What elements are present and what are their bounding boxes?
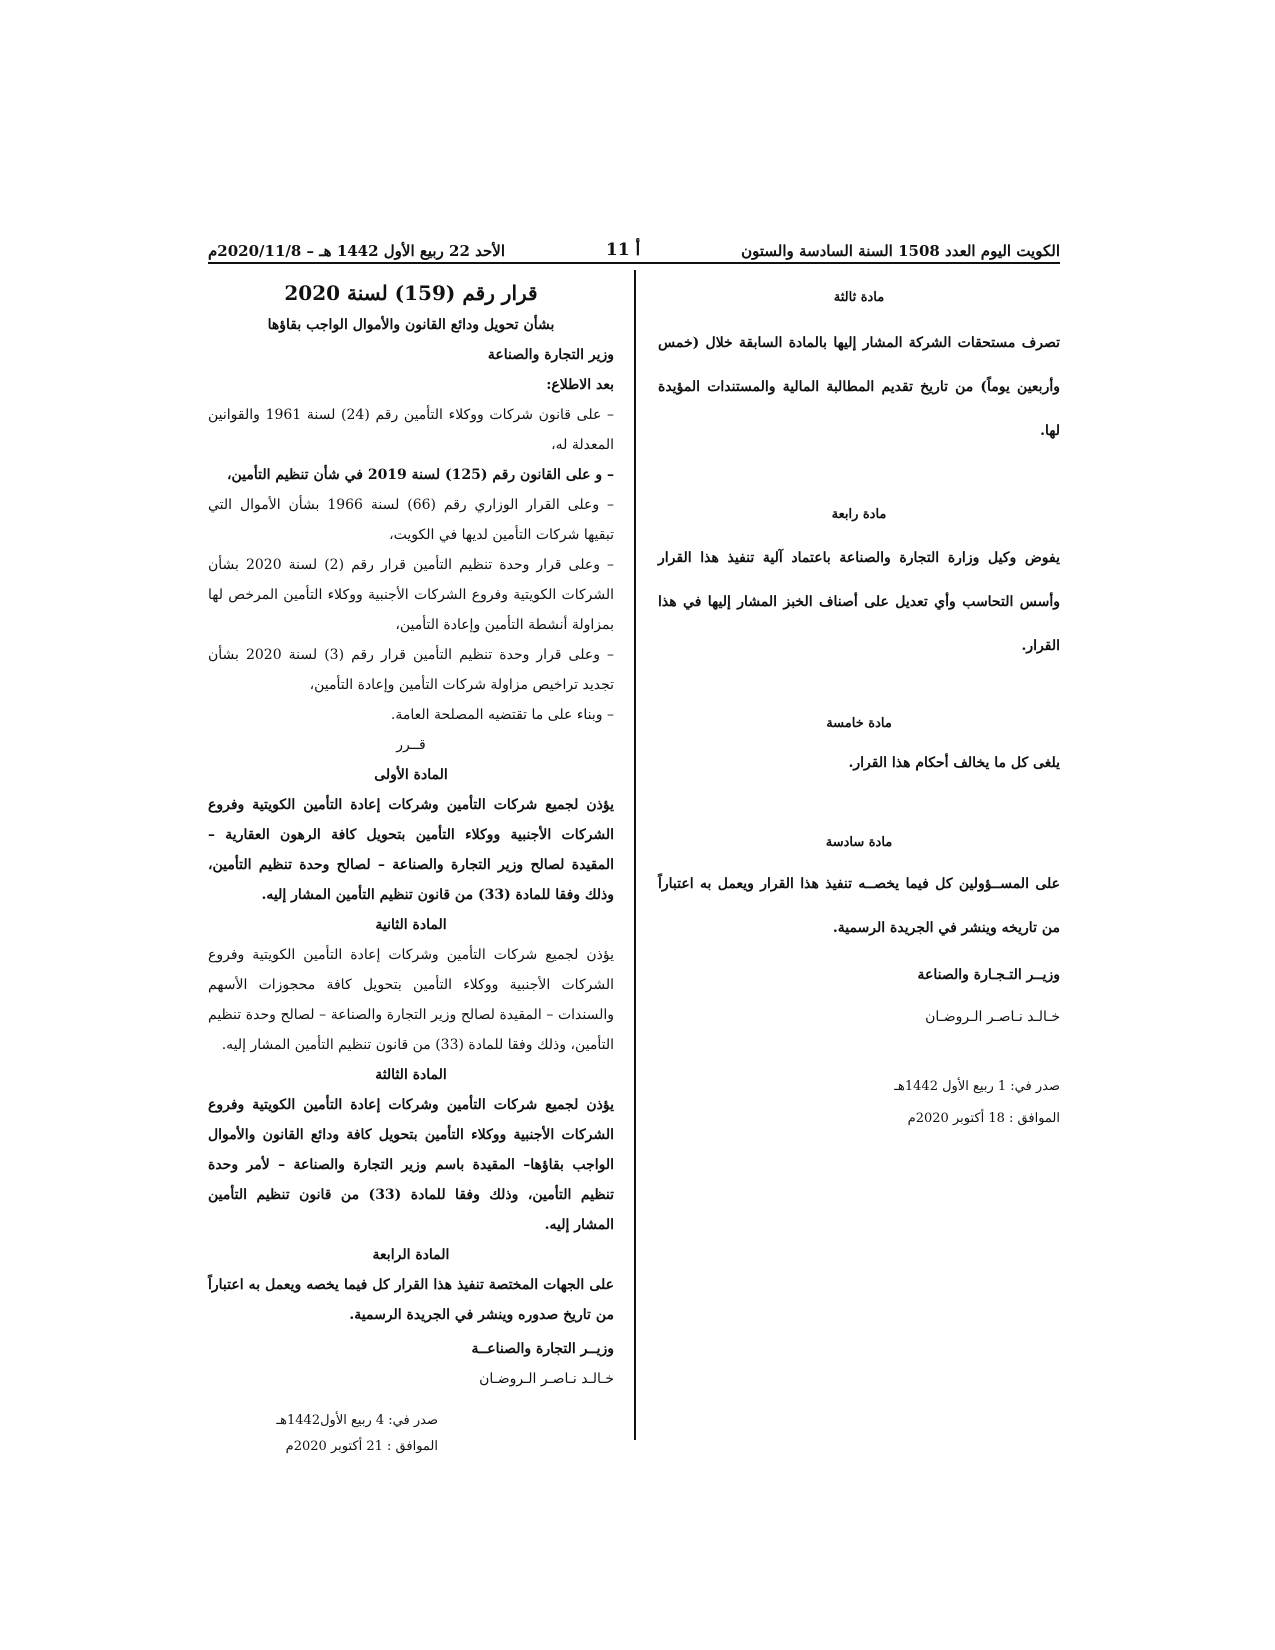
preamble-item: – على قانون شركات ووكلاء التأمين رقم (24) لسنة 1961 والقوانين المعدلة له، xyxy=(208,407,614,453)
article-text: يؤذن لجميع شركات التأمين وشركات إعادة التأمين الكويتية وفروع الشركات الأجنبية ووكلاء التأمين بتحويل كافة الرهون العقارية – المقيدة لصالح وزير التجارة والصناعة – لصالح وحدة تنظيم التأمين، وذلك وفقا للمادة (33) من قانون تنظيم التأمين المشار إليه. xyxy=(208,797,614,903)
header-page-number: أ 11 xyxy=(605,240,641,260)
article-text: يلغى كل ما يخالف أحكام هذا القرار. xyxy=(848,755,1060,771)
decision-title: قرار رقم (159) لسنة 2020 xyxy=(284,281,538,305)
article-text: يؤذن لجميع شركات التأمين وشركات إعادة التأمين الكويتية وفروع الشركات الأجنبية ووكلاء التأمين بتحويل كافة محجوزات الأسهم والسندات – المقيدة لصالح وزير التجارة والصناعة – لصالح وحدة تنظيم التأمين، وذلك وفقا للمادة (33) من قانون تنظيم التأمين المشار إليه. xyxy=(208,947,614,1053)
decision-subtitle: بشأن تحويل ودائع القانون والأموال الواجب بقاؤها xyxy=(267,317,555,333)
preamble-item: – و على القانون رقم (125) لسنة 2019 في شأن تنظيم التأمين، xyxy=(227,467,614,483)
after-review: بعد الاطلاع: xyxy=(546,377,614,393)
article-heading: المادة الثانية xyxy=(375,917,447,933)
issued-date: صدر في: 4 ربيع الأول1442هـ xyxy=(276,1413,438,1428)
preamble-item: – وبناء على ما تقتضيه المصلحة العامة. xyxy=(390,707,614,723)
header-rule xyxy=(208,262,1060,264)
issued-date: صدر في: 1 ربيع الأول 1442هـ xyxy=(894,1079,1060,1094)
article-text: يؤذن لجميع شركات التأمين وشركات إعادة التأمين الكويتية وفروع الشركات الأجنبية ووكلاء التأمين بتحويل كافة ودائع القانون والأموال الواجب بقاؤها– المقيدة باسم وزير التجارة والصناعة – لأمر وحدة تنظيم التأمين، وذلك وفقا للمادة (33) من قانون تنظيم التأمين المشار إليه. xyxy=(208,1097,614,1233)
column-divider xyxy=(634,270,636,1440)
article-text: على المســؤولين كل فيما يخصــه تنفيذ هذا القرار ويعمل به اعتباراً من تاريخه وينشر في الجريدة الرسمية. xyxy=(658,876,1060,936)
article-heading: مادة رابعة xyxy=(831,507,887,522)
right-column xyxy=(658,276,1060,1132)
preamble-item: – وعلى قرار وحدة تنظيم التأمين قرار رقم (3) لسنة 2020 بشأن تجديد تراخيص مزاولة شركات التأمين وإعادة التأمين، xyxy=(208,647,614,693)
left-column xyxy=(208,276,614,1460)
corresponding-date: الموافق : 18 أكتوبر 2020م xyxy=(907,1111,1060,1126)
article-heading: المادة الأولى xyxy=(374,767,448,783)
article-text: على الجهات المختصة تنفيذ هذا القرار كل فيما يخصه ويعمل به اعتباراً من تاريخ صدوره وينشر في الجريدة الرسمية. xyxy=(208,1277,614,1323)
preamble-item: – وعلى قرار وحدة تنظيم التأمين قرار رقم (2) لسنة 2020 بشأن الشركات الكويتية وفروع الشركات الأجنبية ووكلاء التأمين المرخص لها بمزاولة أنشطة التأمين وإعادة التأمين، xyxy=(208,557,614,633)
article-heading: المادة الثالثة xyxy=(375,1067,447,1083)
article-heading: المادة الرابعة xyxy=(372,1247,450,1263)
gazette-page xyxy=(208,230,1060,1460)
article-heading: مادة سادسة xyxy=(825,835,893,850)
page-header xyxy=(208,230,1060,260)
article-text: يفوض وكيل وزارة التجارة والصناعة باعتماد آلية تنفيذ هذا القرار وأسس التحاسب وأي تعديل على أصناف الخبز المشار إليها في هذا القرار. xyxy=(658,550,1060,654)
decided-label: قــرر xyxy=(396,737,426,753)
article-heading: مادة خامسة xyxy=(826,716,892,731)
minister-line: وزير التجارة والصناعة xyxy=(487,347,614,363)
signature-title: وزيــر التجارة والصناعــة xyxy=(471,1341,614,1357)
signature-name: خـالـد نـاصـر الـروضـان xyxy=(479,1371,614,1387)
header-issue-info: الكويت اليوم العدد 1508 السنة السادسة والستون xyxy=(741,242,1060,260)
signature-name: خـالـد نـاصـر الـروضـان xyxy=(925,1009,1060,1025)
article-heading: مادة ثالثة xyxy=(833,290,885,305)
signature-title: وزيــر التـجـارة والصناعة xyxy=(917,967,1060,983)
corresponding-date: الموافق : 21 أكتوبر 2020م xyxy=(285,1439,438,1454)
article-text: تصرف مستحقات الشركة المشار إليها بالمادة السابقة خلال (خمس وأربعين يوماً) من تاريخ تقديم المطالبة المالية والمستندات المؤيدة لها. xyxy=(658,335,1060,439)
header-date: الأحد 22 ربيع الأول 1442 هـ – 2020/11/8م xyxy=(208,242,505,260)
preamble-item: – وعلى القرار الوزاري رقم (66) لسنة 1966 بشأن الأموال التي تبقيها شركات التأمين لديها في الكويت، xyxy=(208,497,614,543)
